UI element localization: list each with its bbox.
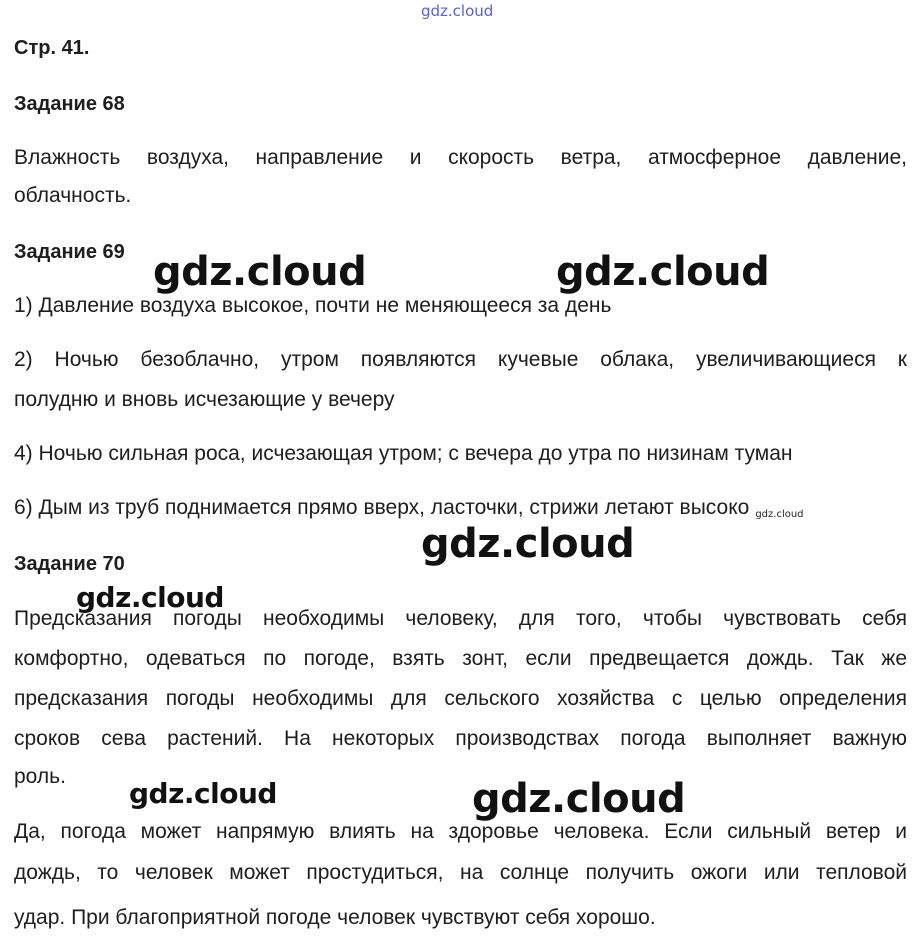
watermark-1: gdz.cloud [153, 249, 367, 295]
inline-watermark: gdz.cloud [755, 509, 804, 520]
watermark-2: gdz.cloud [556, 249, 770, 295]
task-70-para-1-line-2: комфортно, одеваться по погоде, взять зонт, если предвещается дождь. Так же [14, 647, 907, 670]
task-69-item-2-line-2: полудню и вновь исчезающие у вечеру [14, 388, 395, 411]
task-70-para-2-line-3: удар. При благоприятной погоде человек чувствуют себя хорошо. [14, 906, 656, 929]
top-watermark: gdz.cloud [421, 2, 494, 20]
watermark-5: gdz.cloud [129, 777, 277, 810]
watermark-6: gdz.cloud [472, 776, 686, 822]
page-reference: Стр. 41. [14, 37, 90, 59]
task-70-para-2-line-2: дождь, то человек может простудиться, на солнце получить ожоги или тепловой [14, 861, 907, 884]
task-69-item-6 [14, 495, 804, 528]
watermark-4: gdz.cloud [76, 581, 224, 614]
task-69-title: Задание 69 [14, 241, 125, 263]
task-68-text-line-2: облачность. [14, 184, 132, 207]
task-69-item-1: 1) Давление воздуха высокое, почти не меняющееся за день [14, 294, 612, 317]
task-70-para-1-line-1: Предсказания погоды необходимы человеку, для того, чтобы чувствовать себя [14, 607, 907, 630]
task-70-para-2-line-1: Да, погода может напрямую влиять на здоровье человека. Если сильный ветер и [14, 820, 907, 843]
task-69-item-6-text: 6) Дым из труб поднимается прямо вверх, ласточки, стрижи летают высоко [14, 496, 750, 519]
task-70-title: Задание 70 [14, 553, 125, 575]
watermark-3: gdz.cloud [421, 521, 635, 567]
task-70-para-1-line-4: сроков сева растений. На некоторых производствах погода выполняет важную [14, 727, 907, 750]
task-69-item-2-line-1: 2) Ночью безоблачно, утром появляются кучевые облака, увеличивающиеся к [14, 348, 907, 371]
task-70-para-1-line-3: предсказания погоды необходимы для сельского хозяйства с целью определения [14, 687, 907, 710]
task-70-para-1-line-5: роль. [14, 765, 66, 788]
task-68-text-line-1: Влажность воздуха, направление и скорость ветра, атмосферное давление, [14, 146, 907, 169]
task-68-title: Задание 68 [14, 93, 125, 115]
task-69-item-4: 4) Ночью сильная роса, исчезающая утром; с вечера до утра по низинам туман [14, 442, 793, 465]
